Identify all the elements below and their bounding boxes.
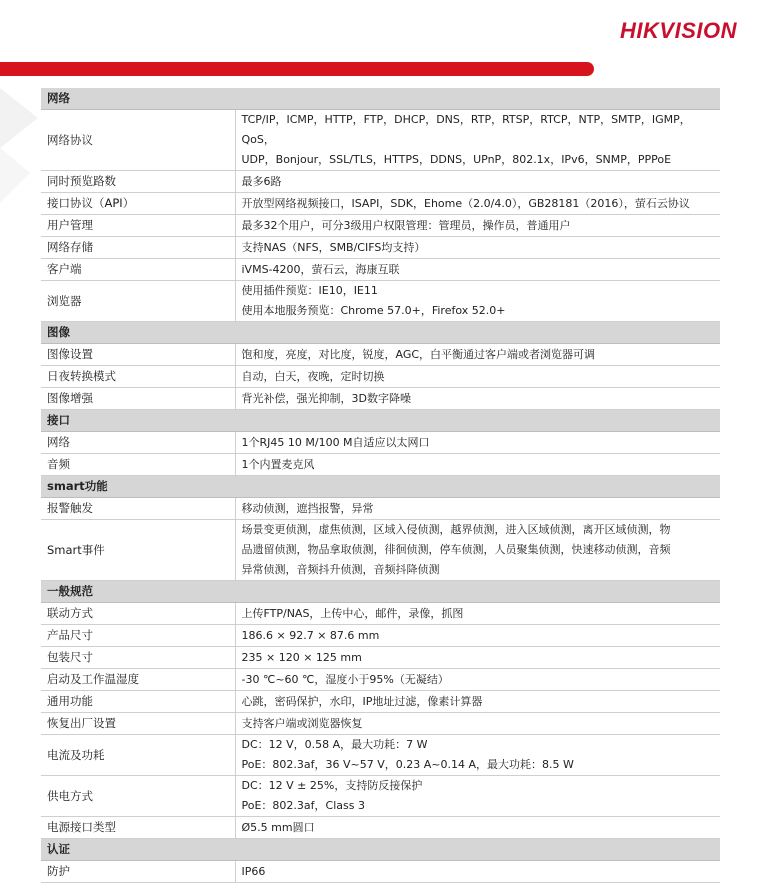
section-title: 接口 [41, 410, 720, 432]
spec-key: 包装尺寸 [41, 647, 235, 669]
spec-value [235, 281, 720, 322]
spec-key: 图像设置 [41, 344, 235, 366]
spec-value [235, 193, 720, 215]
section-title: 一般规范 [41, 581, 720, 603]
spec-value-line: 品遗留侦测，物品拿取侦测，徘徊侦测，停车侦测，人员聚集侦测，快速移动侦测，音频 [241, 543, 671, 556]
spec-value [235, 603, 720, 625]
spec-value [235, 669, 720, 691]
spec-row [41, 432, 720, 454]
spec-key: 防护 [41, 861, 235, 883]
spec-key: 报警触发 [41, 498, 235, 520]
spec-value-line: 使用插件预览：IE10，IE11 [241, 284, 378, 297]
spec-value-line: 异常侦测，音频抖升侦测，音频抖降侦测 [241, 563, 440, 576]
spec-key: Smart事件 [41, 520, 235, 581]
spec-value-line: 最多32个用户，可分3级用户权限管理：管理员，操作员，普通用户 [241, 219, 571, 232]
spec-table [41, 88, 720, 883]
spec-row [41, 776, 720, 817]
spec-value-line: PoE：802.3af，36 V~57 V，0.23 A~0.14 A，最大功耗：8.5 W [241, 758, 574, 771]
section-header [41, 839, 720, 861]
spec-value [235, 366, 720, 388]
spec-value [235, 171, 720, 193]
spec-value-line: 开放型网络视频接口，ISAPI，SDK，Ehome（2.0/4.0），GB28181（2016），萤石云协议 [241, 197, 690, 210]
spec-row [41, 520, 720, 581]
spec-value-line: -30 ℃~60 ℃，湿度小于95%（无凝结） [241, 673, 449, 686]
spec-value-line: 饱和度，亮度，对比度，锐度，AGC，白平衡通过客户端或者浏览器可调 [241, 348, 596, 361]
spec-value-line: 场景变更侦测，虚焦侦测，区域入侵侦测，越界侦测，进入区域侦测，离开区域侦测，物 [241, 523, 671, 536]
decorative-shape [0, 78, 40, 208]
spec-key: 用户管理 [41, 215, 235, 237]
spec-value [235, 388, 720, 410]
spec-value-line: 支持客户端或浏览器恢复 [241, 717, 363, 730]
spec-row [41, 193, 720, 215]
spec-value-line: PoE：802.3af，Class 3 [241, 799, 365, 812]
spec-row [41, 817, 720, 839]
section-header [41, 476, 720, 498]
section-title: 图像 [41, 322, 720, 344]
spec-row [41, 344, 720, 366]
spec-row [41, 647, 720, 669]
section-header [41, 322, 720, 344]
spec-key: 网络存储 [41, 237, 235, 259]
spec-value-line: 1个RJ45 10 M/100 M自适应以太网口 [241, 436, 430, 449]
spec-value [235, 237, 720, 259]
spec-value-line: UDP，Bonjour，SSL/TLS，HTTPS，DDNS，UPnP，802.1x，IPv6，SNMP，PPPoE [241, 153, 672, 166]
spec-key: 浏览器 [41, 281, 235, 322]
spec-key: 客户端 [41, 259, 235, 281]
section-title: 认证 [41, 839, 720, 861]
spec-row [41, 171, 720, 193]
spec-value-line: 最多6路 [241, 175, 282, 188]
spec-key: 网络 [41, 432, 235, 454]
section-title: smart功能 [41, 476, 720, 498]
brand-logo: HIKVISION [620, 18, 737, 43]
section-header [41, 410, 720, 432]
spec-row [41, 215, 720, 237]
spec-value [235, 776, 720, 817]
spec-value [235, 735, 720, 776]
spec-value-line: 235 × 120 × 125 mm [241, 651, 362, 664]
spec-value [235, 215, 720, 237]
spec-row [41, 625, 720, 647]
spec-value-line: TCP/IP，ICMP，HTTP，FTP，DHCP，DNS，RTP，RTSP，RTCP，NTP，SMTP，IGMP，QoS， [241, 113, 691, 146]
spec-row [41, 713, 720, 735]
spec-value-line: 自动，白天，夜晚，定时切换 [241, 370, 385, 383]
spec-key: 同时预览路数 [41, 171, 235, 193]
spec-row [41, 735, 720, 776]
spec-key: 音频 [41, 454, 235, 476]
spec-key: 电源接口类型 [41, 817, 235, 839]
spec-value [235, 691, 720, 713]
spec-key: 通用功能 [41, 691, 235, 713]
spec-value-line: Ø5.5 mm圆口 [241, 821, 315, 834]
spec-value-line: 186.6 × 92.7 × 87.6 mm [241, 629, 380, 642]
spec-row [41, 259, 720, 281]
spec-value-line: 上传FTP/NAS，上传中心，邮件，录像，抓图 [241, 607, 464, 620]
spec-value [235, 817, 720, 839]
spec-value [235, 520, 720, 581]
spec-value-line: DC：12 V ± 25%，支持防反接保护 [241, 779, 423, 792]
spec-value [235, 498, 720, 520]
section-header [41, 581, 720, 603]
spec-row [41, 237, 720, 259]
spec-value-line: iVMS-4200，萤石云，海康互联 [241, 263, 400, 276]
spec-value [235, 713, 720, 735]
spec-key: 日夜转换模式 [41, 366, 235, 388]
spec-row [41, 281, 720, 322]
spec-value [235, 454, 720, 476]
spec-value-line: 移动侦测，遮挡报警，异常 [241, 502, 374, 515]
spec-value [235, 259, 720, 281]
header-accent-bar [0, 62, 594, 76]
spec-value [235, 861, 720, 883]
spec-value [235, 647, 720, 669]
spec-value-line: 1个内置麦克风 [241, 458, 315, 471]
spec-row [41, 366, 720, 388]
spec-row [41, 454, 720, 476]
spec-row [41, 669, 720, 691]
spec-key: 接口协议（API） [41, 193, 235, 215]
spec-value-line: 心跳，密码保护，水印，IP地址过滤，像素计算器 [241, 695, 483, 708]
spec-key: 联动方式 [41, 603, 235, 625]
spec-row [41, 691, 720, 713]
spec-key: 产品尺寸 [41, 625, 235, 647]
spec-row [41, 388, 720, 410]
spec-key: 恢复出厂设置 [41, 713, 235, 735]
spec-value [235, 625, 720, 647]
spec-row [41, 498, 720, 520]
section-header [41, 88, 720, 110]
spec-value-line: 背光补偿，强光抑制，3D数字降噪 [241, 392, 411, 405]
spec-value-line: 使用本地服务预览：Chrome 57.0+，Firefox 52.0+ [241, 304, 506, 317]
spec-value-line: DC：12 V，0.58 A，最大功耗：7 W [241, 738, 428, 751]
section-title: 网络 [41, 88, 720, 110]
spec-row [41, 603, 720, 625]
spec-row [41, 110, 720, 171]
spec-value [235, 432, 720, 454]
spec-key: 图像增强 [41, 388, 235, 410]
spec-key: 网络协议 [41, 110, 235, 171]
spec-value [235, 344, 720, 366]
spec-key: 供电方式 [41, 776, 235, 817]
spec-key: 电流及功耗 [41, 735, 235, 776]
spec-key: 启动及工作温湿度 [41, 669, 235, 691]
spec-row [41, 861, 720, 883]
spec-value-line: 支持NAS（NFS，SMB/CIFS均支持） [241, 241, 426, 254]
spec-value-line: IP66 [241, 865, 266, 878]
spec-value [235, 110, 720, 171]
